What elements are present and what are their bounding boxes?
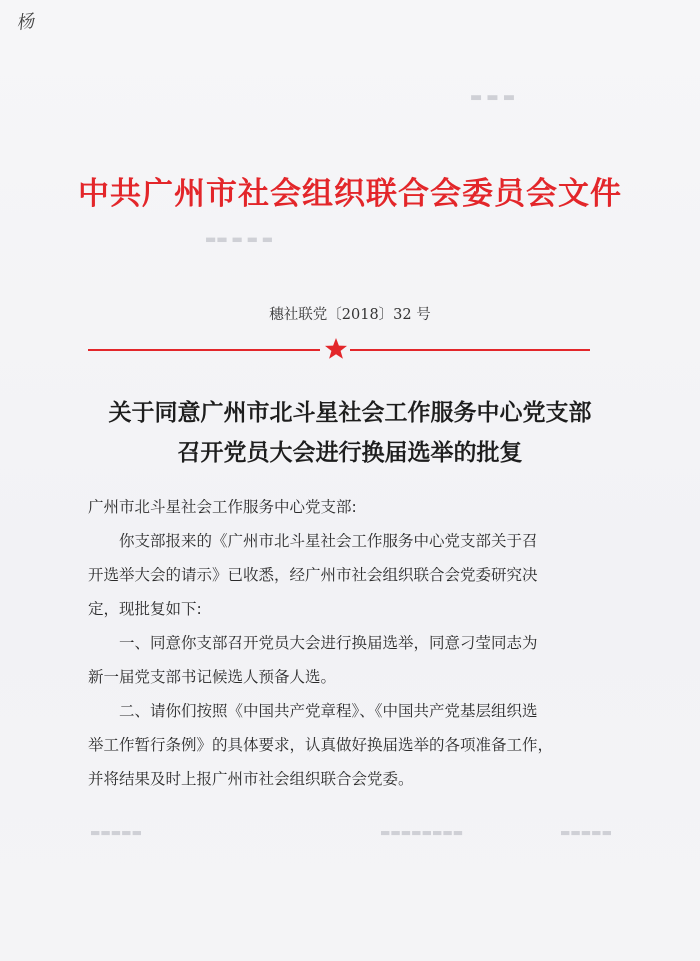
document-header-title: 中共广州市社会组织联合会委员会文件 xyxy=(78,176,622,212)
paragraph-3 xyxy=(88,694,618,796)
document-number: 穗社联党〔2018〕32 号 xyxy=(269,307,431,323)
bleed-through-mark: ▬ ▬ ▬ xyxy=(470,90,516,105)
paragraph-line: 一、同意你支部召开党员大会进行换届选举，同意刁莹同志为 xyxy=(119,634,538,652)
paragraph-line: 二、请你们按照《中国共产党章程》、《中国共产党基层组织选 xyxy=(119,702,538,720)
bleed-through-mark: ▬▬ ▬ ▬ ▬ xyxy=(205,232,274,246)
red-star-icon xyxy=(324,337,348,361)
paragraph-line: 并将结果及时上报广州市社会组织联合会党委。 xyxy=(88,770,414,788)
bleed-through-mark: ▬▬▬▬▬ xyxy=(90,826,142,839)
paragraph-line: 定，现批复如下: xyxy=(88,600,202,618)
red-rule-right xyxy=(350,349,590,351)
bleed-through-mark: ▬▬▬▬▬▬▬▬ xyxy=(380,826,464,839)
red-rule-left xyxy=(88,349,320,351)
document-title-line: 关于同意广州市北斗星社会工作服务中心党支部 xyxy=(108,399,592,426)
paragraph-line: 举工作暂行条例》的具体要求，认真做好换届选举的各项准备工作， xyxy=(88,736,554,754)
bleed-through-mark: ▬▬▬▬▬ xyxy=(560,826,612,839)
paragraph-1 xyxy=(88,524,618,626)
paragraph-line: 新一届党支部书记候选人预备人选。 xyxy=(88,668,337,686)
paragraph-2 xyxy=(88,626,618,694)
salutation: 广州市北斗星社会工作服务中心党支部: xyxy=(88,498,357,516)
paragraph-line: 开选举大会的请示》已收悉，经广州市社会组织联合会党委研究决 xyxy=(88,566,538,584)
document-title xyxy=(0,393,700,473)
document-body xyxy=(88,490,618,796)
handwritten-annotation: 杨 xyxy=(14,10,35,35)
document-title-line: 召开党员大会进行换届选举的批复 xyxy=(177,439,523,466)
paragraph-line: 你支部报来的《广州市北斗星社会工作服务中心党支部关于召 xyxy=(119,532,538,550)
